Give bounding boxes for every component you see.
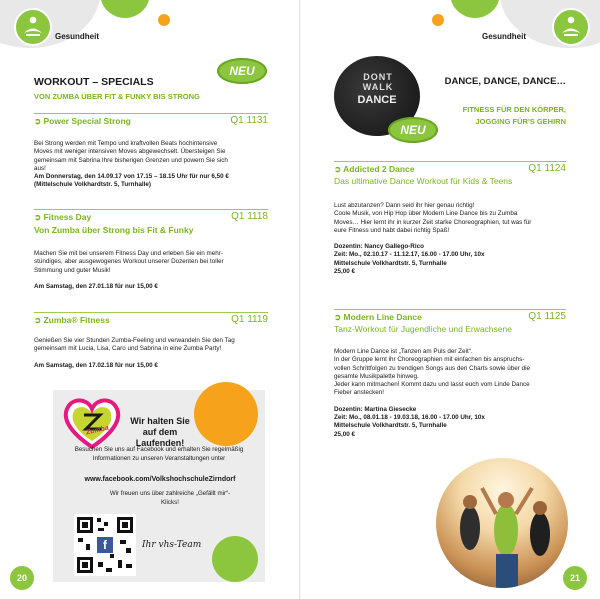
arrow-icon: ➲ (34, 212, 44, 222)
course-subtitle: Tanz-Workout für Jugendliche und Erwachsene (334, 324, 512, 334)
left-page-subtitle: VON ZUMBA ÜBER FIT & FUNKY BIS STRONG (34, 92, 200, 101)
left-page-title: WORKOUT – SPECIALS (34, 76, 154, 88)
right-section-header: Gesundheit (482, 32, 527, 41)
right-page-subtitle: FITNESS FÜR DEN KÖRPER, JOGGING FÜR'S GEHIRN (462, 105, 566, 126)
promo-orange-circle (194, 382, 258, 446)
facebook-icon: f (97, 537, 113, 553)
promo-thanks: Wir freuen uns über zahlreiche „Gefällt mir“-Klicks! (109, 490, 231, 506)
right-page-number: 21 (563, 566, 587, 590)
promo-facebook-link[interactable]: www.facebook.com/VolkshochschuleZirndorf (84, 476, 236, 483)
course-name: ➲ Modern Line Dance (334, 312, 422, 322)
course-header-q1-1124[interactable] (334, 161, 566, 175)
course-subtitle: Von Zumba über Strong bis Fit & Funky (34, 225, 194, 235)
arrow-icon: ➲ (334, 164, 344, 174)
course-description: Genießen Sie vier Stunden Zumba-Feeling und verwandeln Sie den Tag gemeinsam mit Lucia, Lisa, Caro und Sabrina in eine Zumba Party! Am Samstag, den 17.02.18 für nur 15,00 € (34, 337, 235, 369)
course-header-q1-1118[interactable] (34, 209, 268, 223)
course-name: ➲ Power Special Strong (34, 116, 131, 126)
course-header-q1-1131[interactable] (34, 113, 268, 127)
course-name: ➲ Fitness Day (34, 212, 92, 222)
zumba-logo-text: Zumba (85, 424, 110, 437)
course-subtitle: Das ultimative Dance Workout für Kids & Teens (334, 176, 513, 186)
left-new-badge: NEU (217, 58, 267, 84)
left-deco-orange-top (158, 14, 170, 26)
promo-signature: Ihr vhs-Team (142, 540, 202, 550)
course-header-q1-1119[interactable] (34, 312, 268, 326)
page-fold (299, 0, 301, 599)
course-number: Q1 1119 (231, 314, 268, 325)
right-deco-orange-top (432, 14, 444, 26)
course-header-q1-1125[interactable] (334, 309, 566, 323)
left-section-header: Gesundheit (55, 32, 100, 41)
sign-text-dont-walk: DONT WALK (362, 72, 394, 92)
course-number: Q1 1118 (231, 211, 268, 222)
left-deco-green-top (100, 0, 150, 18)
course-description: Lust abzutanzen? Dann seid ihr hier genau richtig! Coole Musik, von Hip Hop über Modern Line Dance bis zu Zumba Moves… Hier lernt ihr in kurzer Zeit starke Choreographien, tut was für eure Fitness und habt dabei richtig Spaß! Dozentin: Nancy Gallego-Rico Zeit: Mo., 02.10.17 - 11.12.17, 16.00 - 17.00 Uhr, 10x Mittelschule Volkhardtstr. 5, Turnhalle 25,00 € (334, 202, 532, 276)
right-page-title: DANCE, DANCE, DANCE… (444, 76, 566, 87)
course-number: Q1 1125 (528, 311, 566, 322)
course-description: Machen Sie mit bei unserem Fitness Day und erleben Sie ein mehr- stündiges, aber ausgewogenes Workout unserer Dozenten bei toller Stimmung und guter Musik! Am Samstag, den 27.01.18 für nur 15,00 € (34, 250, 224, 290)
right-meditation-icon (552, 8, 590, 46)
course-number: Q1 1131 (230, 115, 268, 126)
arrow-icon: ➲ (34, 315, 44, 325)
left-meditation-icon (14, 8, 52, 46)
promo-text: Besuchen Sie uns auf Facebook und erhalten Sie regelmäßig Informationen zu unseren Veranstaltungen unter (74, 446, 244, 462)
course-description: Bei Strong werden mit Tempo und kraftvollen Beats hochintensive Moves mit weniger intensiven Moves abgewechselt. Übersteigen Sie gemeinsam mit Sabrina Ihre bisherigen Grenzen und powern Sie sich aus! Am Donnerstag, den 14.09.17 von 17.15 – 18.15 Uhr für nur 6,50 € (Mittelschule Volkhardtstr. 5, Turnhalle) (34, 140, 229, 189)
zumba-heart-logo (60, 393, 124, 451)
arrow-icon: ➲ (334, 312, 344, 322)
course-name: ➲ Addicted 2 Dance (334, 164, 415, 174)
arrow-icon: ➲ (34, 116, 44, 126)
left-deco-green-bottom (212, 536, 258, 582)
course-number: Q1 1124 (528, 163, 566, 174)
left-page-number: 20 (10, 566, 34, 590)
qr-code[interactable] (74, 514, 136, 576)
promo-heading: Wir halten Sie auf dem Laufenden! (130, 416, 190, 448)
sign-text-dance: DANCE (357, 94, 397, 106)
right-new-badge: NEU (388, 117, 438, 143)
dancers-photo (436, 458, 568, 588)
course-name: ➲ Zumba® Fitness (34, 315, 110, 325)
right-deco-green-top (450, 0, 500, 18)
course-description: Modern Line Dance ist „Tanzen am Puls der Zeit“. In der Gruppe lernt ihr Choreographien mit einfachen bis anspruchs- vollen Schrittfolgen zu trendigen Songs aus den Charts sowie über die gesamte Musikpalette hinweg. Jeder kann mitmachen! Kommt dazu und lasst euch vom Linde Dance Fieber anstecken! Dozentin: Martina Giesecke Zeit: Mo., 08.01.18 - 19.03.18, 16.00 - 17.00 Uhr, 10x Mittelschule Volkhardtstr. 5, Turnhalle 25,00 € (334, 348, 531, 438)
